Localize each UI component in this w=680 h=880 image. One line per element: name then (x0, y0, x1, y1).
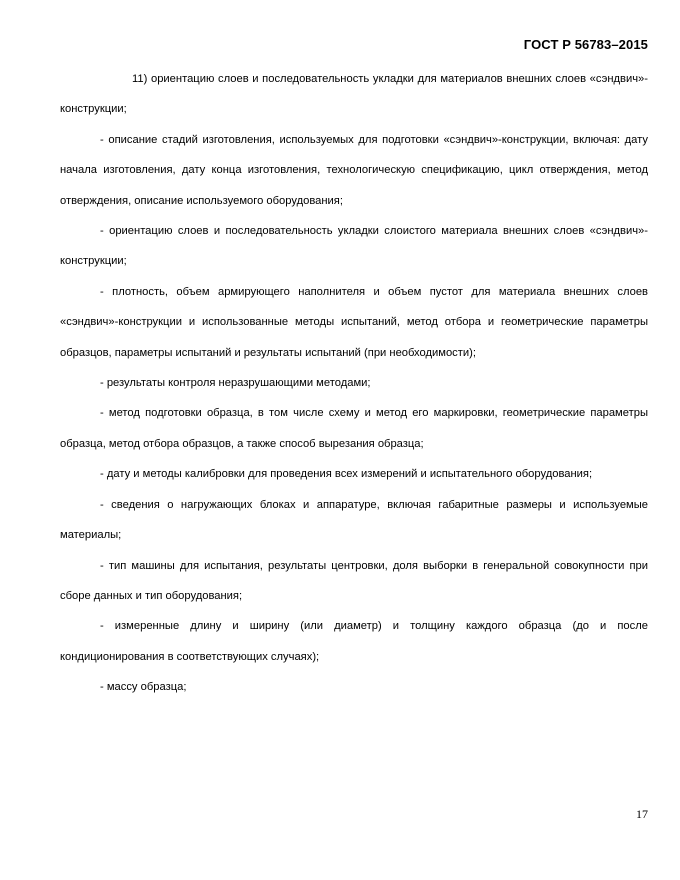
document-header-standard-code: ГОСТ Р 56783–2015 (523, 37, 648, 52)
page-number: 17 (636, 807, 648, 821)
paragraph-measured-dimensions: - измеренные длину и ширину (или диаметр) и толщину каждого образца (до и после кондиционирования в соответствующих случаях); (60, 620, 648, 663)
paragraph-layer-orientation: - ориентацию слоев и последовательность укладки слоистого материала внешних слоев «сэндвич»- конструкции; (60, 225, 648, 268)
document-body (60, 64, 648, 703)
paragraph-specimen-mass: - массу образца; (100, 681, 187, 694)
paragraph-item-11: 11) ориентацию слоев и последовательность укладки для материалов внешних слоев «сэндвич»- конструкции; (60, 73, 648, 116)
paragraph-machine-type: - тип машины для испытания, результаты центровки, доля выборки в генеральной совокупности при сборе данных и тип оборудования; (60, 559, 648, 602)
paragraph-specimen-preparation: - метод подготовки образца, в том числе схему и метод его маркировки, геометрические параметры образца, метод отбора образцов, а также способ вырезания образца; (60, 407, 648, 450)
paragraph-loading-blocks: - сведения о нагружающих блоках и аппаратуре, включая габаритные размеры и используемые материалы; (60, 498, 648, 542)
paragraph-manufacturing-stages: - описание стадий изготовления, используемых для подготовки «сэндвич»-конструкции, включая: дату начала изготовления, дату конца изготовления, технологическую спецификацию, цикл отверждения, метод отверждения, описание используемого оборудования; (60, 133, 648, 207)
paragraph-ndt-results: - результаты контроля неразрушающими методами; (100, 377, 371, 390)
paragraph-density-volume: - плотность, объем армирующего наполнителя и объем пустот для материала внешних слоев «сэндвич»-конструкции и использованные методы испытаний, метод отбора и геометрические параметры образцов, параметры испытаний и результаты испытаний (при необходимости); (60, 285, 648, 359)
paragraph-calibration: - дату и методы калибровки для проведения всех измерений и испытательного оборудования; (100, 468, 593, 481)
